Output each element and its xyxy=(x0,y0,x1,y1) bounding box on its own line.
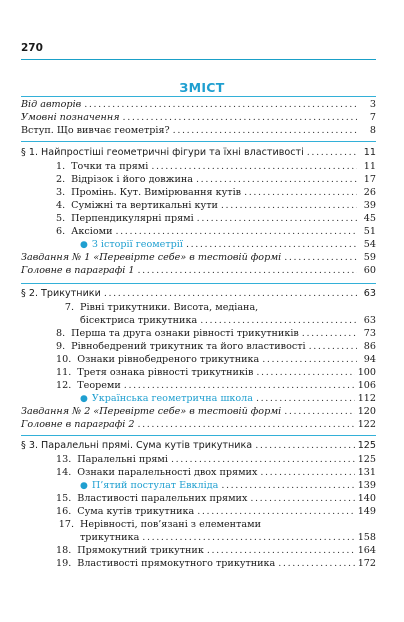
toc-entry-number: 4. xyxy=(56,200,66,211)
toc-entry[interactable] xyxy=(56,340,376,353)
bullet-icon: ● xyxy=(80,394,88,404)
toc-entry-history[interactable] xyxy=(80,392,376,405)
toc-entry-label: Відрізок і його довжина xyxy=(71,174,194,185)
toc-entry[interactable] xyxy=(56,466,376,479)
toc-entry-page: 131 xyxy=(357,467,376,478)
toc-entry-page: 26 xyxy=(363,187,376,198)
toc-entry-label: Властивості прямокутного трикутника xyxy=(77,558,276,569)
toc-entry-label: Головне в параграфі 2 xyxy=(21,419,135,430)
toc-entry-label: Рівнобедрений трикутник та його властивості xyxy=(71,341,306,352)
toc-entry[interactable] xyxy=(56,453,376,466)
toc-entry-label: Перпендикулярні прямі xyxy=(71,213,194,224)
toc-entry[interactable] xyxy=(56,505,376,518)
toc-entry-label: Паралельні прямі xyxy=(77,454,168,465)
toc-entry-label: бісектриса трикутника xyxy=(80,315,198,326)
toc-entry[interactable] xyxy=(21,111,376,124)
toc-entry-page: 54 xyxy=(363,239,376,250)
toc-entry-label: Прямокутний трикутник xyxy=(77,545,204,556)
toc-entry-page: 120 xyxy=(357,406,376,417)
toc-entry[interactable] xyxy=(56,301,258,314)
toc-entry-number: 2. xyxy=(56,174,66,185)
toc-entry-label: П’ятий постулат Евкліда xyxy=(91,480,219,491)
toc-entry-page: 17 xyxy=(363,174,376,185)
toc-entry-page: 125 xyxy=(357,454,376,465)
toc-entry-page: 3 xyxy=(369,99,376,110)
toc-entry-page: 8 xyxy=(369,125,376,136)
toc-entry-label: Вступ. Що вивчає геометрія? xyxy=(21,125,170,136)
toc-entry-page: 164 xyxy=(357,545,376,556)
toc-entry-label: Точки та прямі xyxy=(71,161,149,172)
toc-entry-label: Головне в параграфі 1 xyxy=(21,265,135,276)
toc-entry-number: 10. xyxy=(56,354,72,365)
toc-entry-label: З історії геометрії xyxy=(91,239,183,250)
toc-entry-page: 51 xyxy=(363,226,376,237)
toc-entry-number: 1. xyxy=(56,161,66,172)
toc-entry-label: Ознаки рівнобедреного трикутника xyxy=(77,354,260,365)
toc-entry-page: 112 xyxy=(357,393,376,404)
toc-entry-page: 106 xyxy=(357,380,376,391)
toc-entry[interactable] xyxy=(56,557,376,570)
toc-entry-number: 3. xyxy=(56,187,66,198)
toc-entry-page: 63 xyxy=(363,315,376,326)
toc-entry[interactable] xyxy=(56,518,261,531)
toc-entry[interactable] xyxy=(56,173,376,186)
toc-entry-label: Теореми xyxy=(77,380,121,391)
bullet-icon: ● xyxy=(80,240,88,250)
toc-entry[interactable] xyxy=(56,366,376,379)
toc-entry-page: 63 xyxy=(363,288,376,299)
toc-entry[interactable] xyxy=(56,492,376,505)
toc-entry-label: Промінь. Кут. Вимірювання кутів xyxy=(71,187,242,198)
toc-entry-page: 140 xyxy=(357,493,376,504)
toc-entry-number: 14. xyxy=(56,467,72,478)
toc-section-heading[interactable] xyxy=(21,146,376,159)
toc-entry-history[interactable] xyxy=(80,479,376,492)
toc-entry-label: § 2. Трикутники xyxy=(21,288,101,299)
toc-entry-label: Українська геометрична школа xyxy=(91,393,253,404)
toc-entry-page: 39 xyxy=(363,200,376,211)
toc-entry-number: 17. xyxy=(58,519,74,530)
toc-entry-page: 73 xyxy=(363,328,376,339)
toc-entry[interactable] xyxy=(56,225,376,238)
toc-entry-number: 11. xyxy=(56,367,72,378)
toc-entry[interactable] xyxy=(56,544,376,557)
page-number: 270 xyxy=(21,42,43,54)
toc-entry-label: Завдання № 1 «Перевірте себе» в тестовій формі xyxy=(21,252,282,263)
toc-entry-number: 18. xyxy=(56,545,72,556)
toc-entry[interactable] xyxy=(56,327,376,340)
toc-entry[interactable] xyxy=(21,264,376,277)
toc-entry-page: 172 xyxy=(357,558,376,569)
toc-entry-history[interactable] xyxy=(80,238,376,251)
toc-entry-continuation[interactable] xyxy=(80,531,376,544)
toc-entry-number: 6. xyxy=(56,226,66,237)
toc-entry-label: Ознаки паралельності двох прямих xyxy=(77,467,258,478)
bullet-icon: ● xyxy=(80,481,88,491)
toc-entry-number: 15. xyxy=(56,493,72,504)
toc-entry[interactable] xyxy=(21,418,376,431)
toc-entry[interactable] xyxy=(56,353,376,366)
toc-entry-label: Умовні позначення xyxy=(21,112,120,123)
toc-entry-number: 7. xyxy=(64,302,74,313)
toc-entry[interactable] xyxy=(56,160,376,173)
toc-section-heading[interactable] xyxy=(21,287,376,300)
toc-entry-label: Перша та друга ознаки рівності трикутників xyxy=(71,328,299,339)
toc-entry-label: Суміжні та вертикальні кути xyxy=(71,200,218,211)
toc-entry-page: 45 xyxy=(363,213,376,224)
toc-entry-label: § 3. Паралельні прямі. Сума кутів трикутника xyxy=(21,440,253,451)
toc-entry-page: 59 xyxy=(363,252,376,263)
toc-entry-label: Властивості паралельних прямих xyxy=(77,493,248,504)
toc-entry-page: 158 xyxy=(357,532,376,543)
toc-entry-number: 12. xyxy=(56,380,72,391)
toc-entry-label: Сума кутів трикутника xyxy=(77,506,195,517)
toc-entry-label: § 1. Найпростіші геометричні фігури та їхні властивості xyxy=(21,147,304,158)
separator xyxy=(21,96,376,97)
toc-entry-label: Завдання № 2 «Перевірте себе» в тестовій формі xyxy=(21,406,282,417)
toc-entry-page: 100 xyxy=(357,367,376,378)
separator xyxy=(21,283,376,284)
toc-entry-label: Нерівності, пов’язані з елементами xyxy=(80,519,261,530)
toc-entry-label: Аксіоми xyxy=(71,226,113,237)
toc-entry-number: 13. xyxy=(56,454,72,465)
toc-entry[interactable] xyxy=(56,199,376,212)
toc-entry-number: 8. xyxy=(56,328,66,339)
toc-entry-page: 11 xyxy=(363,161,376,172)
toc-entry[interactable] xyxy=(56,379,376,392)
toc-entry-label: Від авторів xyxy=(21,99,82,110)
toc-section-heading[interactable] xyxy=(21,439,376,452)
toc-entry[interactable] xyxy=(21,124,376,137)
toc-entry-page: 86 xyxy=(363,341,376,352)
toc-entry-label: Рівні трикутники. Висота, медіана, xyxy=(80,302,259,313)
toc-entry-page: 7 xyxy=(369,112,376,123)
toc-entry-number: 16. xyxy=(56,506,72,517)
toc-entry-number: 9. xyxy=(56,341,66,352)
toc-entry[interactable] xyxy=(21,98,376,111)
separator xyxy=(21,435,376,436)
toc-entry[interactable] xyxy=(56,186,376,199)
toc-entry[interactable] xyxy=(21,251,376,264)
header-rule xyxy=(21,59,376,60)
toc-entry-page: 11 xyxy=(363,147,376,158)
toc-entry-label: Третя ознака рівності трикутників xyxy=(77,367,254,378)
toc-entry-page: 122 xyxy=(357,419,376,430)
toc-entry[interactable] xyxy=(21,405,376,418)
page-title: ЗМІСТ xyxy=(179,80,225,95)
toc-entry-continuation[interactable] xyxy=(80,314,376,327)
toc-entry-number: 5. xyxy=(56,213,66,224)
toc-entry-label: трикутника xyxy=(80,532,140,543)
toc-entry-page: 94 xyxy=(363,354,376,365)
separator xyxy=(21,141,376,142)
toc-entry-number: 19. xyxy=(56,558,72,569)
toc-entry-page: 60 xyxy=(363,265,376,276)
toc-entry-page: 125 xyxy=(357,440,376,451)
toc-entry[interactable] xyxy=(56,212,376,225)
toc-entry-page: 149 xyxy=(357,506,376,517)
toc-entry-page: 139 xyxy=(357,480,376,491)
